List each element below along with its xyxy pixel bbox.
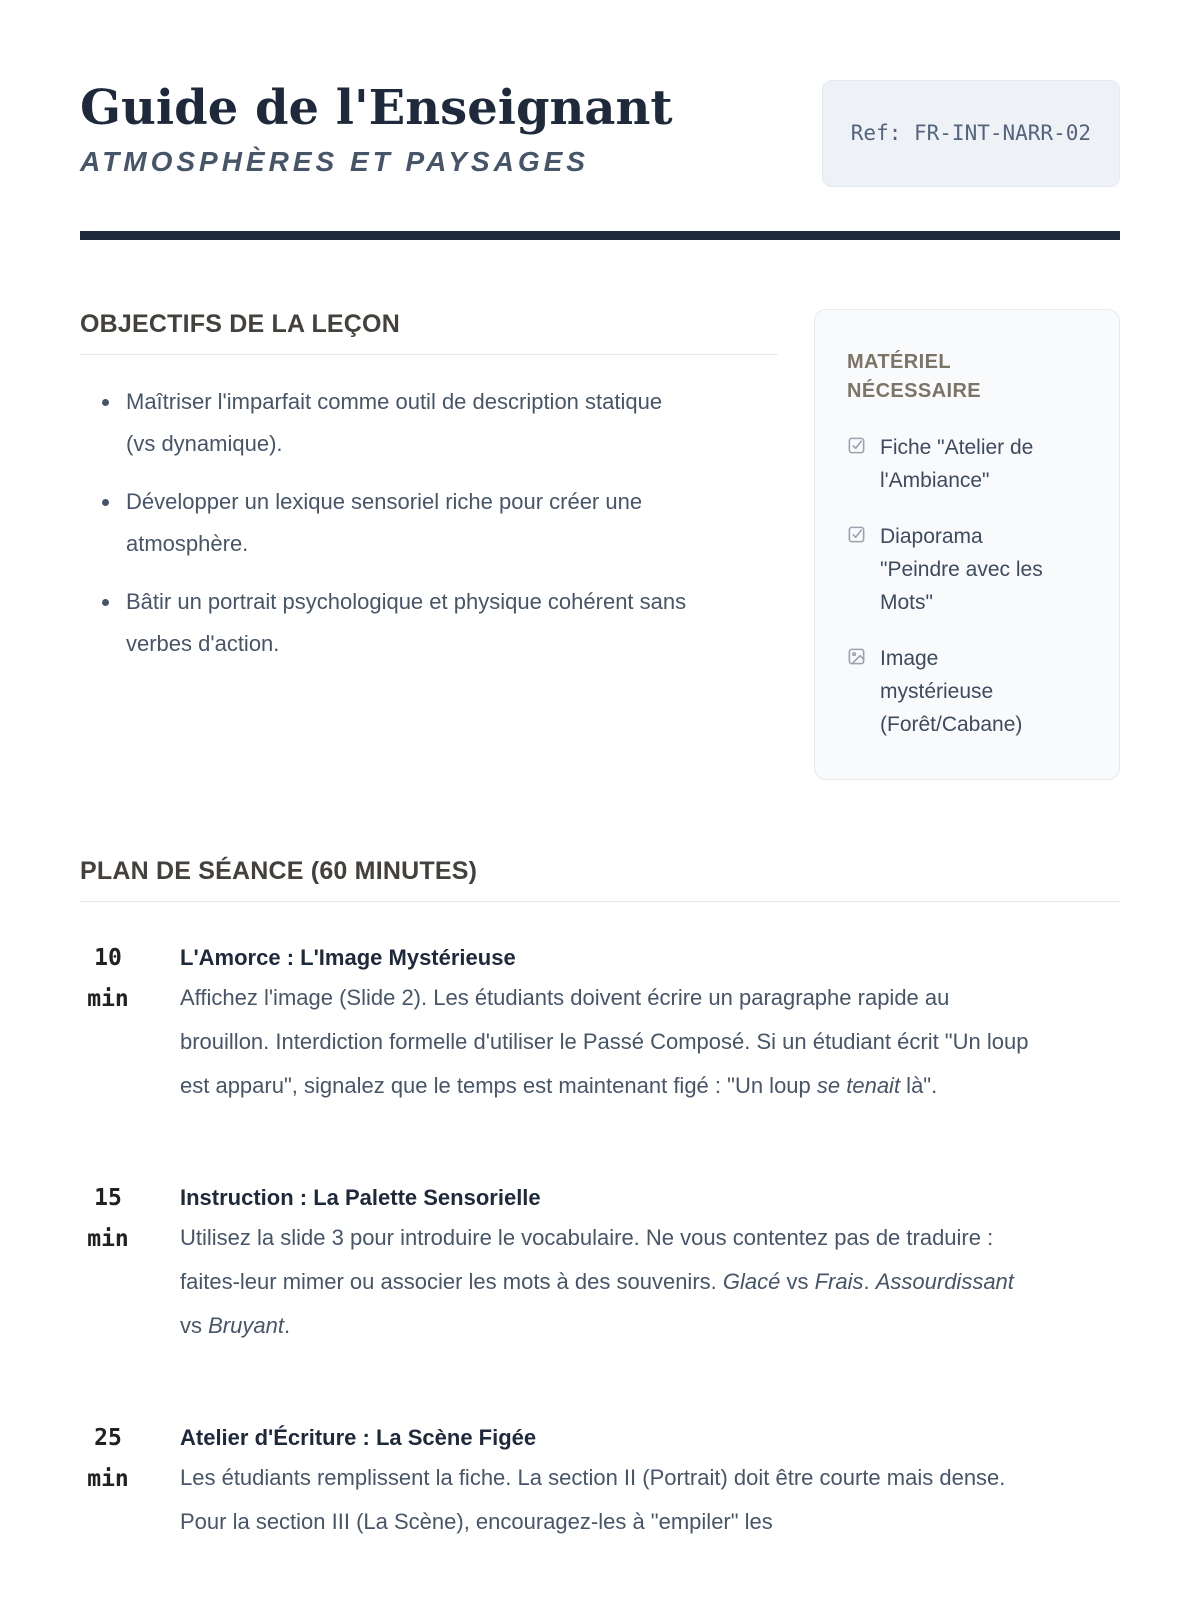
objective-item: • Bâtir un portrait psychologique et physique cohérent sans verbes d'action. — [122, 581, 687, 665]
material-item — [847, 520, 1087, 619]
material-item — [847, 642, 1087, 741]
plan-item — [80, 1180, 1120, 1348]
duration-value: 25 — [94, 1425, 122, 1451]
materials-list — [847, 431, 1087, 741]
plan-item-duration — [80, 1180, 136, 1348]
plan-item-title: L'Amorce : L'Image Mystérieuse — [180, 945, 516, 970]
plan-item-content — [180, 1420, 1040, 1544]
page-header — [80, 80, 1120, 187]
material-label: Image mystérieuse (Forêt/Cabane) — [880, 647, 1023, 736]
checkbox-icon — [847, 431, 869, 497]
duration-unit: min — [87, 1226, 129, 1252]
title-block — [80, 80, 673, 180]
plan-list — [80, 940, 1120, 1544]
material-label: Diaporama "Peindre avec les Mots" — [880, 525, 1043, 614]
duration-unit: min — [87, 1466, 129, 1492]
plan-item-content — [180, 1180, 1040, 1348]
header-divider — [80, 231, 1120, 240]
duration-value: 10 — [94, 945, 122, 971]
plan-item-description: Les étudiants remplissent la fiche. La section II (Portrait) doit être courte mais dense. Pour la section III (La Scène), encouragez-les à "empiler" les — [180, 1465, 1006, 1534]
plan-item — [80, 1420, 1120, 1544]
objective-item: • Maîtriser l'imparfait comme outil de description statique (vs dynamique). — [122, 381, 687, 465]
image-icon — [847, 642, 869, 741]
plan-item-duration — [80, 940, 136, 1108]
plan-item — [80, 940, 1120, 1108]
ref-badge: Ref: FR-INT-NARR-02 — [822, 80, 1120, 187]
duration-value: 15 — [94, 1185, 122, 1211]
plan-item-title: Atelier d'Écriture : La Scène Figée — [180, 1425, 537, 1450]
materials-card — [814, 309, 1120, 780]
plan-section — [80, 856, 1120, 1544]
plan-heading: PLAN DE SÉANCE (60 MINUTES) — [80, 856, 1120, 902]
plan-item-description: Affichez l'image (Slide 2). Les étudiants doivent écrire un paragraphe rapide au brouillon. Interdiction formelle d'utiliser le Passé Composé. Si un étudiant écrit "Un loup est apparu", signalez que le temps est maintenant figé : "Un loup se tenait là". — [180, 985, 1029, 1098]
plan-item-duration — [80, 1420, 136, 1544]
objectives-materials-row — [80, 309, 1120, 780]
material-item — [847, 431, 1087, 497]
page-subtitle: ATMOSPHÈRES ET PAYSAGES — [80, 146, 589, 177]
objective-item: • Développer un lexique sensoriel riche pour créer une atmosphère. — [122, 481, 687, 565]
plan-item-content — [180, 940, 1040, 1108]
plan-item-description: Utilisez la slide 3 pour introduire le vocabulaire. Ne vous contentez pas de traduire : faites-leur mimer ou associer les mots à des souvenirs. Glacé vs Frais. Assourdissant vs Bruyant. — [180, 1225, 1014, 1338]
objectives-section — [80, 309, 778, 665]
duration-unit: min — [87, 986, 129, 1012]
page-title: Guide de l'Enseignant — [80, 80, 673, 136]
objectives-heading: OBJECTIFS DE LA LEÇON — [80, 309, 778, 355]
checkbox-icon — [847, 520, 869, 619]
material-label: Fiche "Atelier de l'Ambiance" — [880, 436, 1034, 492]
materials-heading: MATÉRIEL NÉCESSAIRE — [847, 351, 982, 402]
objectives-list — [80, 381, 687, 665]
plan-item-title: Instruction : La Palette Sensorielle — [180, 1185, 541, 1210]
